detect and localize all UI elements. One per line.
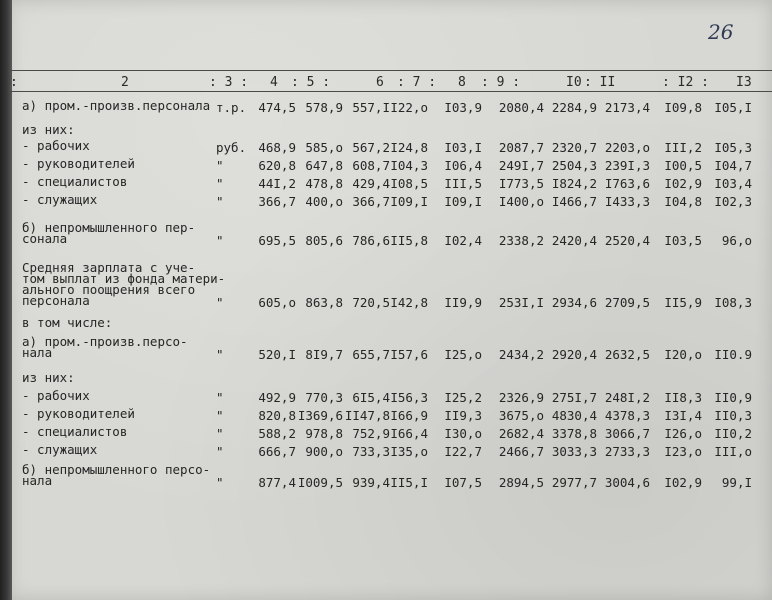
cell-col-5: 647,8 (305, 158, 343, 173)
cell-col-13: I03,4 (714, 176, 752, 191)
header-lead-separator: : (10, 75, 18, 90)
cell-col-5: 863,8 (305, 295, 343, 310)
cell-col-4: 620,8 (258, 158, 296, 173)
cell-col-9: 2087,7 (498, 140, 544, 155)
cell-col-10: 2977,7 (551, 475, 597, 490)
cell-col-12: II5,9 (664, 295, 702, 310)
cell-col-13: I04,7 (714, 158, 752, 173)
header-col-5: : 5 : (291, 75, 331, 90)
cell-col-6: II47,8 (344, 408, 390, 423)
row-unit: " (216, 408, 224, 423)
cell-col-9: 2326,9 (498, 390, 544, 405)
cell-col-12: I20,o (664, 347, 702, 362)
cell-col-10: 3378,8 (551, 426, 597, 441)
cell-col-10: 2504,3 (551, 158, 597, 173)
row-label: - рабочих (22, 138, 90, 153)
row-label: - специалистов (22, 174, 128, 189)
cell-col-11: 4378,3 (604, 408, 650, 423)
cell-col-5: I369,6 (297, 408, 343, 423)
cell-col-7: I04,3 (390, 158, 428, 173)
cell-col-12: I02,9 (664, 475, 702, 490)
row-unit: " (216, 194, 224, 209)
cell-col-8: I30,o (444, 426, 482, 441)
cell-col-4: 468,9 (258, 140, 296, 155)
cell-col-9: 2894,5 (498, 475, 544, 490)
row-unit: " (216, 158, 224, 173)
row-label: из них: (22, 370, 75, 385)
row-label: - руководителей (22, 406, 135, 421)
row-label: а) пром.-произв.персонала (22, 98, 211, 113)
row-label: из них: (22, 122, 75, 137)
cell-col-9: I400,o (498, 194, 544, 209)
cell-col-8: I25,2 (444, 390, 482, 405)
cell-col-12: I26,o (664, 426, 702, 441)
cell-col-6: 655,7 (352, 347, 390, 362)
cell-col-6: 557,I (352, 100, 390, 115)
cell-col-10: 275I,7 (551, 390, 597, 405)
cell-col-4: 820,8 (258, 408, 296, 423)
header-col-4: 4 (270, 75, 278, 90)
cell-col-8: I03,I (444, 140, 482, 155)
cell-col-13: I08,3 (714, 295, 752, 310)
cell-col-5: I009,5 (297, 475, 343, 490)
cell-col-7: I08,5 (390, 176, 428, 191)
cell-col-7: I22,o (390, 100, 428, 115)
header-col-3: : 3 : (209, 75, 249, 90)
cell-col-5: 400,o (305, 194, 343, 209)
cell-col-13: I05,I (714, 100, 752, 115)
cell-col-11: I433,3 (604, 194, 650, 209)
cell-col-7: I57,6 (390, 347, 428, 362)
cell-col-10: I466,7 (551, 194, 597, 209)
cell-col-13: II0,3 (714, 408, 752, 423)
cell-col-8: I07,5 (444, 475, 482, 490)
cell-col-5: 578,9 (305, 100, 343, 115)
cell-col-11: 248I,2 (604, 390, 650, 405)
cell-col-9: 2434,2 (498, 347, 544, 362)
row-label: - руководителей (22, 156, 135, 171)
column-number-header (8, 75, 772, 89)
cell-col-12: III,2 (664, 140, 702, 155)
cell-col-10: 2920,4 (551, 347, 597, 362)
row-unit: руб. (216, 140, 247, 155)
table-row (0, 464, 772, 518)
cell-col-4: 366,7 (258, 194, 296, 209)
cell-col-4: 492,9 (258, 390, 296, 405)
cell-col-7: I66,4 (390, 426, 428, 441)
cell-col-9: 249I,7 (498, 158, 544, 173)
cell-col-12: I02,9 (664, 176, 702, 191)
cell-col-8: I02,4 (444, 233, 482, 248)
cell-col-11: 2709,5 (604, 295, 650, 310)
cell-col-9: 2466,7 (498, 444, 544, 459)
header-top-rule (8, 70, 772, 71)
header-col-10: I0 (566, 75, 582, 90)
cell-col-6: 366,7 (352, 194, 390, 209)
row-unit: " (216, 444, 224, 459)
cell-col-10: 3033,3 (551, 444, 597, 459)
cell-col-13: I02,3 (714, 194, 752, 209)
cell-col-7: II5,I (390, 475, 428, 490)
row-label: б) непромышленного персо- нала (22, 462, 211, 488)
cell-col-12: II8,3 (664, 390, 702, 405)
cell-col-4: 588,2 (258, 426, 296, 441)
header-col-2: 2 (121, 75, 129, 90)
cell-col-13: I05,3 (714, 140, 752, 155)
cell-col-8: I22,7 (444, 444, 482, 459)
header-bottom-rule (8, 91, 772, 92)
row-unit: " (216, 475, 224, 490)
cell-col-9: 2080,4 (498, 100, 544, 115)
cell-col-13: 96,o (721, 233, 752, 248)
cell-col-6: 567,2 (352, 140, 390, 155)
cell-col-4: 605,o (258, 295, 296, 310)
row-unit: " (216, 426, 224, 441)
cell-col-10: I824,2 (551, 176, 597, 191)
cell-col-8: II9,9 (444, 295, 482, 310)
row-label: в том числе: (22, 315, 113, 330)
cell-col-9: 2682,4 (498, 426, 544, 441)
row-label: - специалистов (22, 424, 128, 439)
cell-col-6: 733,3 (352, 444, 390, 459)
cell-col-7: I35,o (390, 444, 428, 459)
cell-col-11: 239I,3 (604, 158, 650, 173)
cell-col-6: 6I5,4 (352, 390, 390, 405)
page-number: 26 (708, 20, 734, 44)
row-unit: " (216, 233, 224, 248)
cell-col-12: I04,8 (664, 194, 702, 209)
row-label: - рабочих (22, 388, 90, 403)
row-label: - служащих (22, 442, 98, 457)
cell-col-10: 2320,7 (551, 140, 597, 155)
cell-col-5: 805,6 (305, 233, 343, 248)
cell-col-4: 474,5 (258, 100, 296, 115)
cell-col-12: I09,8 (664, 100, 702, 115)
cell-col-7: I24,8 (390, 140, 428, 155)
cell-col-10: 4830,4 (551, 408, 597, 423)
cell-col-4: 695,5 (258, 233, 296, 248)
cell-col-11: 2632,5 (604, 347, 650, 362)
cell-col-7: I09,I (390, 194, 428, 209)
cell-col-5: 900,o (305, 444, 343, 459)
header-col-9: : 9 : (481, 75, 521, 90)
cell-col-6: 786,6 (352, 233, 390, 248)
cell-col-9: 3675,o (498, 408, 544, 423)
cell-col-12: I00,5 (664, 158, 702, 173)
cell-col-4: 666,7 (258, 444, 296, 459)
cell-col-4: 44I,2 (258, 176, 296, 191)
row-unit: " (216, 176, 224, 191)
cell-col-5: 478,8 (305, 176, 343, 191)
header-col-6: 6 (376, 75, 384, 90)
row-unit: т.р. (216, 100, 247, 115)
cell-col-12: I3I,4 (664, 408, 702, 423)
cell-col-8: I06,4 (444, 158, 482, 173)
cell-col-12: I23,o (664, 444, 702, 459)
cell-col-11: 3066,7 (604, 426, 650, 441)
cell-col-6: 608,7 (352, 158, 390, 173)
cell-col-13: II0,2 (714, 426, 752, 441)
row-unit: " (216, 347, 224, 362)
cell-col-7: I56,3 (390, 390, 428, 405)
row-unit: " (216, 390, 224, 405)
row-label: а) пром.-произв.персо- нала (22, 334, 188, 360)
cell-col-8: I03,9 (444, 100, 482, 115)
cell-col-8: II9,3 (444, 408, 482, 423)
cell-col-13: II0.9 (714, 347, 752, 362)
cell-col-11: 2173,4 (604, 100, 650, 115)
cell-col-6: 939,4 (352, 475, 390, 490)
cell-col-13: III,o (714, 444, 752, 459)
cell-col-12: I03,5 (664, 233, 702, 248)
cell-col-5: 770,3 (305, 390, 343, 405)
cell-col-11: 2203,o (604, 140, 650, 155)
cell-col-6: 429,4 (352, 176, 390, 191)
cell-col-11: 3004,6 (604, 475, 650, 490)
cell-col-8: I25,o (444, 347, 482, 362)
table-row (0, 262, 772, 316)
cell-col-11: I763,6 (604, 176, 650, 191)
cell-col-7: I42,8 (390, 295, 428, 310)
cell-col-8: III,5 (444, 176, 482, 191)
row-label: б) непромышленного пер- сонала (22, 220, 196, 246)
cell-col-6: 752,9 (352, 426, 390, 441)
header-col-8: 8 (458, 75, 466, 90)
cell-col-5: 978,8 (305, 426, 343, 441)
cell-col-5: 585,o (305, 140, 343, 155)
row-label: Средняя зарплата с уче- том выплат из фонда матери- ального поощрения всего персонала (22, 260, 226, 308)
header-col-12: : I2 : (662, 75, 709, 90)
row-label: - служащих (22, 192, 98, 207)
header-col-13: I3 (736, 75, 752, 90)
cell-col-9: 253I,I (498, 295, 544, 310)
cell-col-11: 2733,3 (604, 444, 650, 459)
cell-col-13: II0,9 (714, 390, 752, 405)
cell-col-9: 2338,2 (498, 233, 544, 248)
cell-col-13: 99,I (721, 475, 752, 490)
cell-col-5: 8I9,7 (305, 347, 343, 362)
cell-col-7: II5,8 (390, 233, 428, 248)
cell-col-10: 2420,4 (551, 233, 597, 248)
cell-col-10: 2284,9 (551, 100, 597, 115)
cell-col-4: 520,I (258, 347, 296, 362)
cell-col-10: 2934,6 (551, 295, 597, 310)
cell-col-8: I09,I (444, 194, 482, 209)
cell-col-6: 720,5 (352, 295, 390, 310)
header-col-11: : II (584, 75, 616, 90)
row-unit: " (216, 295, 224, 310)
cell-col-7: I66,9 (390, 408, 428, 423)
header-col-7: : 7 : (397, 75, 437, 90)
cell-col-9: I773,5 (498, 176, 544, 191)
cell-col-11: 2520,4 (604, 233, 650, 248)
cell-col-4: 877,4 (258, 475, 296, 490)
